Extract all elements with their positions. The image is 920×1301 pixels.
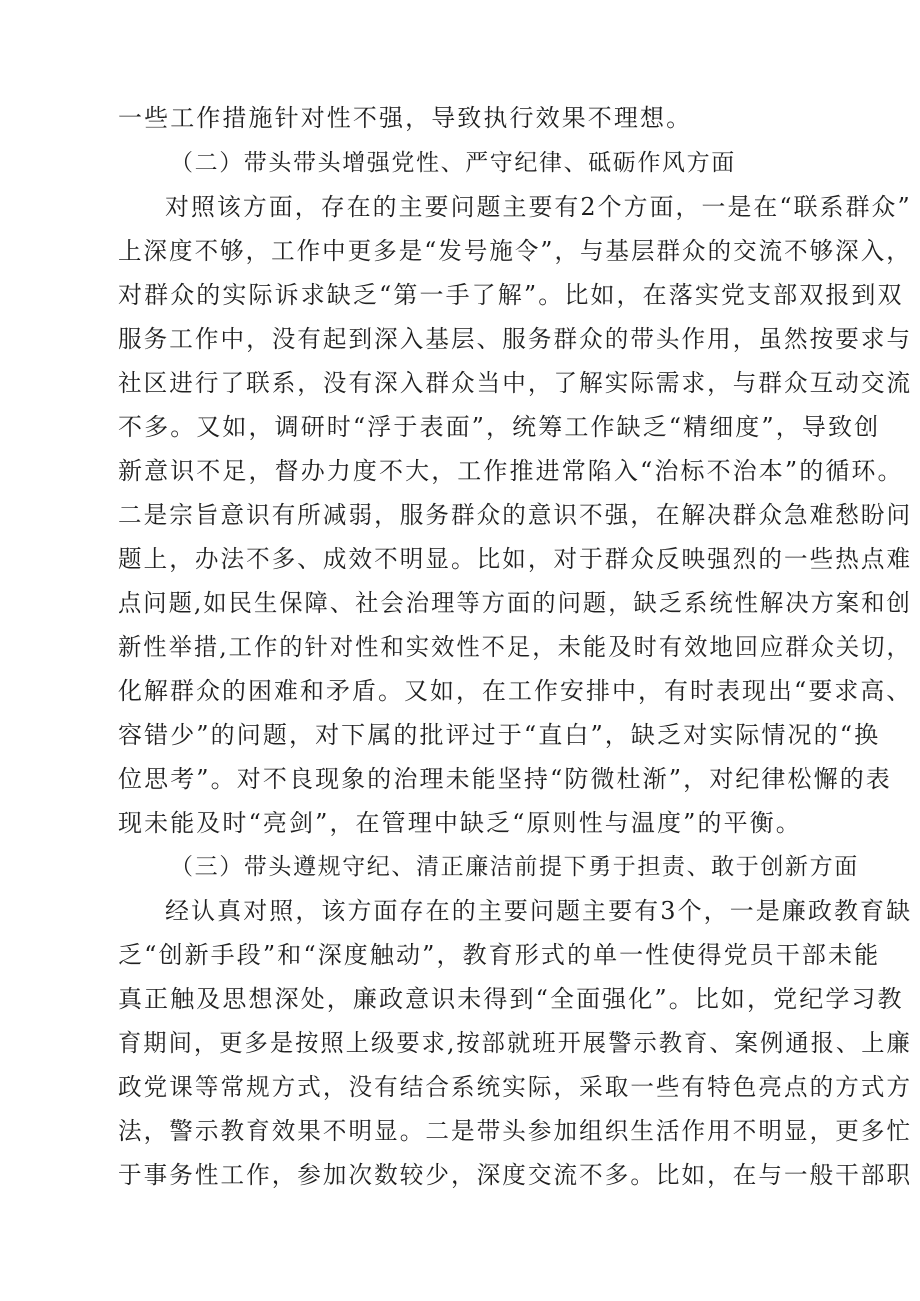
- text-line: 二是宗旨意识有所减弱，服务群众的意识不强，在解决群众急难愁盼问: [118, 501, 913, 529]
- section-heading-2: （二）带头带头增强党性、严守纪律、砥砺作风方面: [170, 150, 736, 176]
- text-line: 新性举措,工作的针对性和实效性不足，未能及时有效地回应群众关切，: [118, 633, 912, 661]
- text-line: 真正触及思想深处，廉政意识未得到“全面强化”。比如，党纪学习教: [118, 985, 904, 1013]
- text-line: 不多。又如，调研时“浮于表面”，统筹工作缺乏“精细度”，导致创: [118, 413, 881, 441]
- text-line: 政党课等常规方式，没有结合系统实际，采取一些有特色亮点的方式方: [118, 1073, 913, 1101]
- text-line: 于事务性工作，参加次数较少，深度交流不多。比如，在与一般干部职: [118, 1161, 913, 1189]
- text-line: 对群众的实际诉求缺乏“第一手了解”。比如，在落实党支部双报到双: [118, 281, 904, 309]
- text-line: 现未能及时“亮剑”，在管理中缺乏“原则性与温度”的平衡。: [118, 809, 802, 837]
- text-line: 点问题,如民生保障、社会治理等方面的问题，缺乏系统性解决方案和创: [118, 589, 912, 617]
- text-line: 题上，办法不多、成效不明显。比如，对于群众反映强烈的一些热点难: [118, 545, 913, 573]
- text-line: 位思考”。对不良现象的治理未能坚持“防微杜渐”，对纪律松懈的表: [118, 765, 892, 793]
- text-line: 育期间，更多是按照上级要求,按部就班开展警示教育、案例通报、上廉: [118, 1029, 912, 1057]
- text-line: 新意识不足，督办力度不大，工作推进常陷入“治标不治本”的循环。: [118, 457, 904, 485]
- section-heading-3: （三）带头遵规守纪、清正廉洁前提下勇于担责、敢于创新方面: [170, 854, 859, 880]
- text-line: 法，警示教育效果不明显。二是带头参加组织生活作用不明显，更多忙: [118, 1117, 913, 1145]
- text-line: 经认真对照，该方面存在的主要问题主要有3个，一是廉政教育缺: [165, 897, 913, 925]
- text-line: 对照该方面，存在的主要问题主要有2个方面，一是在“联系群众”: [165, 193, 912, 221]
- text-line: 社区进行了联系，没有深入群众当中，了解实际需求，与群众互动交流: [118, 369, 913, 397]
- text-line: 上深度不够，工作中更多是“发号施令”，与基层群众的交流不够深入，: [118, 237, 912, 265]
- text-line: 化解群众的困难和矛盾。又如，在工作安排中，有时表现出“要求高、: [118, 677, 913, 705]
- text-line: 乏“创新手段”和“深度触动”，教育形式的单一性使得党员干部未能: [118, 941, 881, 969]
- text-line: 一些工作措施针对性不强，导致执行效果不理想。: [118, 104, 693, 132]
- text-line: 容错少”的问题，对下属的批评过于“直白”，缺乏对实际情况的“换: [118, 721, 881, 749]
- text-line: 服务工作中，没有起到深入基层、服务群众的带头作用，虽然按要求与: [118, 325, 913, 353]
